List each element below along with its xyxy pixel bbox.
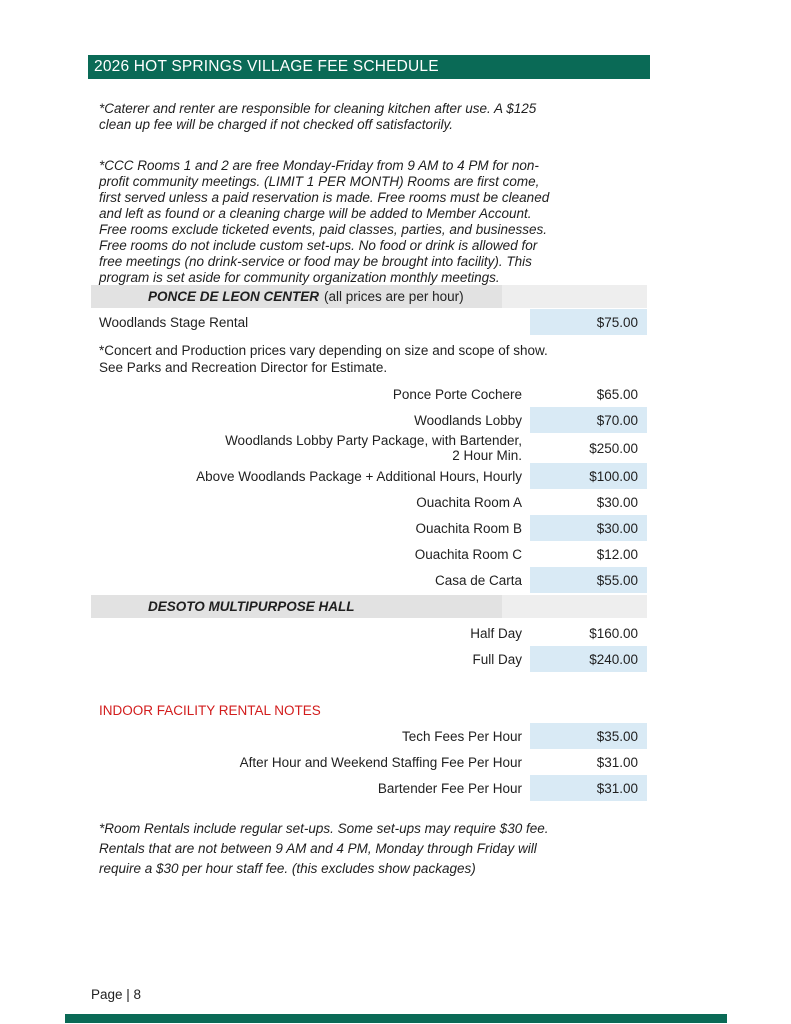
fee-price: $30.00: [596, 494, 638, 510]
note-line: *Caterer and renter are responsible for cleaning kitchen after use. A $125: [99, 101, 537, 116]
note-line: program is set aside for community organization monthly meetings.: [99, 270, 500, 285]
fee-row: [91, 489, 647, 515]
note-line: *Concert and Production prices vary depending on size and scope of show.: [99, 343, 548, 358]
note-line: first served unless a paid reservation is made. Free rooms must be cleaned: [99, 190, 550, 205]
note-room-rentals: [91, 819, 647, 879]
note-line: Rentals that are not between 9 AM and 4 PM, Monday through Friday will: [99, 841, 537, 856]
fee-label: Tech Fees Per Hour: [401, 728, 522, 744]
indoor-facility-rental-notes-heading: INDOOR FACILITY RENTAL NOTES: [99, 703, 321, 718]
fee-label: Ouachita Room C: [414, 546, 522, 562]
fee-label: Ponce Porte Cochere: [392, 386, 522, 402]
fee-row: [91, 646, 647, 672]
fee-price: $75.00: [530, 309, 647, 335]
fee-label: Ouachita Room B: [415, 520, 522, 536]
page-title-bar: [88, 55, 650, 79]
section-subtitle: (all prices are per hour): [324, 289, 464, 304]
fee-row: [91, 381, 647, 407]
fee-row: [91, 463, 647, 489]
fee-row: [91, 567, 647, 593]
section-header-label-cell: [91, 285, 502, 308]
fee-label: Half Day: [470, 625, 522, 641]
fee-label-line: 2 Hour Min.: [452, 448, 522, 463]
fee-row: [91, 749, 647, 775]
fee-price: $55.00: [530, 567, 647, 593]
fee-price: $30.00: [530, 515, 647, 541]
note-line: *CCC Rooms 1 and 2 are free Monday-Friday from 9 AM to 4 PM for non-: [99, 158, 539, 173]
fee-price: $31.00: [530, 775, 647, 801]
note-line: and left as found or a cleaning charge will be added to Member Account.: [99, 206, 532, 221]
section-header-price-cell: [502, 595, 647, 618]
fee-price: $31.00: [596, 754, 638, 770]
section-title: DESOTO MULTIPURPOSE HALL: [148, 599, 355, 614]
fee-row: [91, 723, 647, 749]
fee-label: Full Day: [472, 651, 522, 667]
note-line: free meetings (no drink-service or food may be brought into facility). This: [99, 254, 532, 269]
fee-row: [91, 775, 647, 801]
fee-price: $240.00: [530, 646, 647, 672]
fee-label: Ouachita Room A: [416, 494, 522, 510]
section-header-price-cell: [502, 285, 647, 308]
fee-label: Casa de Carta: [434, 572, 522, 588]
fee-row: [91, 620, 647, 646]
fee-label: Woodlands Stage Rental: [99, 314, 249, 330]
fee-price: $12.00: [596, 546, 638, 562]
note-line: require a $30 per hour staff fee. (this excludes show packages): [99, 861, 476, 876]
note-line: Free rooms exclude ticketed events, paid classes, parties, and businesses.: [99, 222, 547, 237]
fee-price: $35.00: [530, 723, 647, 749]
section-header-ponce-de-leon: [91, 285, 647, 308]
note-caterer: [91, 101, 647, 133]
fee-label: [91, 433, 530, 463]
fee-label-line: Woodlands Lobby Party Package, with Bartender,: [225, 433, 522, 448]
note-line: *Room Rentals include regular set-ups. Some set-ups may require $30 fee.: [99, 821, 549, 836]
note-concert-production: [91, 342, 647, 376]
fee-row: [91, 515, 647, 541]
fee-row: [91, 541, 647, 567]
section-title: PONCE DE LEON CENTER: [148, 289, 320, 304]
page-title: 2026 HOT SPRINGS VILLAGE FEE SCHEDULE: [94, 58, 439, 75]
footer-rule: [65, 1014, 727, 1023]
fee-price: $250.00: [589, 440, 638, 456]
fee-row: [91, 407, 647, 433]
section-header-desoto: [91, 595, 647, 618]
note-line: profit community meetings. (LIMIT 1 PER MONTH) Rooms are first come,: [99, 174, 540, 189]
fee-row: [91, 433, 647, 463]
page-number: Page | 8: [91, 987, 142, 1002]
note-ccc-rooms: [91, 158, 647, 286]
note-line: Free rooms do not include custom set-ups. No food or drink is allowed for: [99, 238, 538, 253]
fee-price: $100.00: [530, 463, 647, 489]
note-line: clean up fee will be charged if not checked off satisfactorily.: [99, 117, 453, 132]
fee-price: $160.00: [589, 625, 638, 641]
fee-price: $65.00: [596, 386, 638, 402]
fee-label: After Hour and Weekend Staffing Fee Per Hour: [239, 754, 522, 770]
fee-label: Above Woodlands Package + Additional Hours, Hourly: [196, 468, 522, 484]
fee-label: Woodlands Lobby: [414, 412, 522, 428]
fee-price: $70.00: [530, 407, 647, 433]
fee-label: Bartender Fee Per Hour: [377, 780, 522, 796]
section-header-label-cell: [91, 595, 502, 618]
note-line: See Parks and Recreation Director for Estimate.: [99, 360, 388, 375]
fee-row: [91, 309, 647, 335]
